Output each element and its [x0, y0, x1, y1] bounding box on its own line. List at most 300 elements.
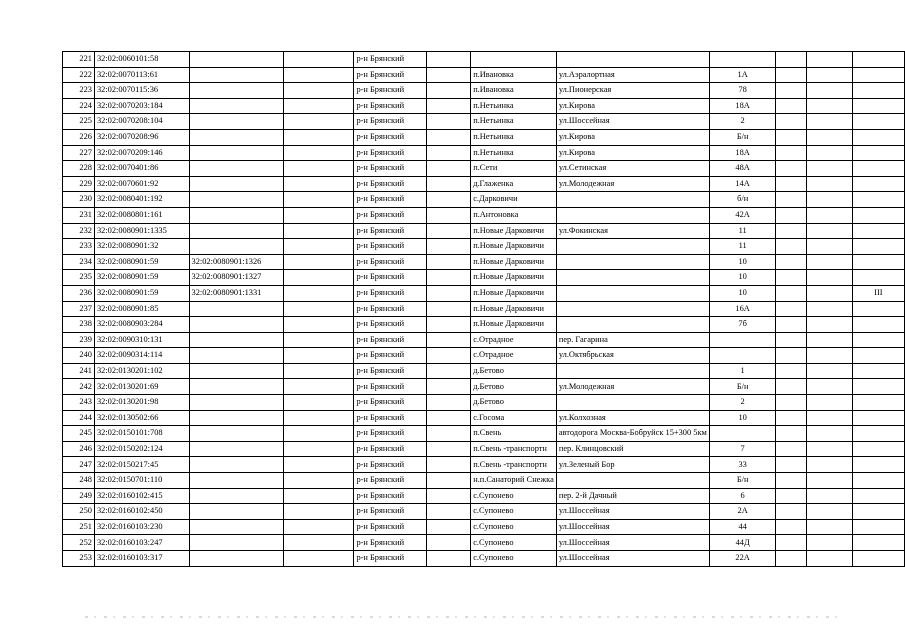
cell-num-text: 253	[79, 553, 92, 563]
cell-street-text: ул.Фокинская	[558, 225, 609, 235]
cell-blank4	[806, 441, 852, 457]
cell-locality-text: п.Ивановка	[473, 85, 514, 95]
cell-cad2	[189, 83, 284, 99]
cell-blank1	[284, 301, 354, 317]
cell-cad2	[189, 535, 284, 551]
cell-district	[354, 395, 427, 411]
cell-blank4	[806, 161, 852, 177]
cell-extra	[852, 98, 904, 114]
cell-cad	[94, 192, 189, 208]
cell-cad	[94, 473, 189, 489]
cell-cad	[94, 114, 189, 130]
cell-num	[63, 161, 95, 177]
cell-cad	[94, 426, 189, 442]
cell-house	[709, 67, 776, 83]
cell-blank3	[776, 67, 806, 83]
cell-locality-text: с.Супонево	[473, 506, 514, 516]
property-register-table	[62, 51, 905, 567]
cell-num	[63, 83, 95, 99]
cell-num-text: 244	[79, 412, 92, 422]
cell-cad-text: 32:02:0160103:317	[96, 553, 163, 563]
cell-house-text: 10	[738, 412, 747, 422]
cell-num-text: 252	[79, 537, 92, 547]
table-row	[63, 379, 905, 395]
cell-num	[63, 129, 95, 145]
cell-blank4	[806, 285, 852, 301]
cell-extra	[852, 83, 904, 99]
cell-blank4	[806, 98, 852, 114]
cell-house-text: 2	[740, 397, 745, 407]
cell-house	[709, 301, 776, 317]
cell-num-text: 251	[79, 521, 92, 531]
cell-num	[63, 176, 95, 192]
cell-num-text: 248	[79, 475, 92, 485]
cell-blank1	[284, 535, 354, 551]
cell-blank1	[284, 83, 354, 99]
table-row	[63, 223, 905, 239]
cell-blank2	[427, 317, 471, 333]
cell-district	[354, 473, 427, 489]
cell-blank2	[427, 114, 471, 130]
cell-blank3	[776, 379, 806, 395]
cell-blank2	[427, 223, 471, 239]
cell-extra	[852, 254, 904, 270]
cell-street	[556, 332, 709, 348]
cell-blank1	[284, 348, 354, 364]
cell-street	[556, 254, 709, 270]
cell-house-text: б/н	[737, 194, 749, 204]
cell-num	[63, 254, 95, 270]
cell-blank2	[427, 473, 471, 489]
cell-locality-text: с.Отрадное	[473, 350, 514, 360]
cell-extra	[852, 488, 904, 504]
cell-blank1	[284, 519, 354, 535]
cell-num	[63, 535, 95, 551]
cell-blank1	[284, 317, 354, 333]
table-row	[63, 348, 905, 364]
cell-district-text: р-н Брянский	[356, 241, 405, 251]
cell-blank1	[284, 426, 354, 442]
cell-blank3	[776, 83, 806, 99]
cell-num	[63, 348, 95, 364]
cell-num-text: 221	[79, 54, 92, 64]
cell-blank3	[776, 473, 806, 489]
cell-blank1	[284, 223, 354, 239]
scan-artifact-line	[85, 616, 845, 618]
cell-house	[709, 363, 776, 379]
cell-cad2	[189, 473, 284, 489]
cell-locality	[471, 426, 557, 442]
cell-num	[63, 395, 95, 411]
cell-cad2	[189, 67, 284, 83]
cell-locality-text: п.Новые Дарковичи	[473, 225, 544, 235]
table-row	[63, 239, 905, 255]
cell-district	[354, 145, 427, 161]
cell-blank4	[806, 83, 852, 99]
cell-locality-text: с.Дарковичи	[473, 194, 518, 204]
cell-blank3	[776, 129, 806, 145]
cell-cad	[94, 410, 189, 426]
cell-blank2	[427, 379, 471, 395]
cell-cad	[94, 317, 189, 333]
cell-num-text: 240	[79, 350, 92, 360]
cell-cad	[94, 519, 189, 535]
table-row	[63, 67, 905, 83]
cell-blank2	[427, 52, 471, 68]
cell-blank1	[284, 192, 354, 208]
cell-blank3	[776, 207, 806, 223]
cell-cad	[94, 176, 189, 192]
cell-house-text: 33	[738, 459, 747, 469]
cell-locality	[471, 441, 557, 457]
cell-cad	[94, 348, 189, 364]
cell-cad	[94, 441, 189, 457]
cell-cad-text: 32:02:0130201:69	[96, 381, 159, 391]
cell-blank1	[284, 129, 354, 145]
cell-district-text: р-н Брянский	[356, 490, 405, 500]
cell-num-text: 238	[79, 319, 92, 329]
cell-blank3	[776, 441, 806, 457]
cell-extra	[852, 551, 904, 567]
cell-blank1	[284, 332, 354, 348]
cell-num-text: 246	[79, 443, 92, 453]
cell-extra	[852, 285, 904, 301]
cell-extra	[852, 114, 904, 130]
cell-house	[709, 332, 776, 348]
cell-district	[354, 457, 427, 473]
cell-extra	[852, 441, 904, 457]
cell-house	[709, 395, 776, 411]
cell-district-text: р-н Брянский	[356, 553, 405, 563]
cell-locality	[471, 332, 557, 348]
cell-street-text: пер. Клинцовский	[558, 443, 624, 453]
cell-district	[354, 488, 427, 504]
cell-locality-text: п.Свень -транспортн	[473, 459, 547, 469]
cell-blank4	[806, 535, 852, 551]
cell-street	[556, 83, 709, 99]
cell-num	[63, 379, 95, 395]
cell-cad	[94, 457, 189, 473]
cell-cad	[94, 83, 189, 99]
cell-cad-text: 32:02:0080901:32	[96, 241, 159, 251]
cell-district	[354, 535, 427, 551]
cell-house-text: 11	[738, 225, 747, 235]
cell-cad2	[189, 239, 284, 255]
cell-num-text: 222	[79, 69, 92, 79]
cell-district	[354, 254, 427, 270]
cell-blank4	[806, 473, 852, 489]
cell-locality-text: п.Антоновка	[473, 210, 519, 220]
cell-house	[709, 254, 776, 270]
cell-locality	[471, 176, 557, 192]
cell-cad2	[189, 52, 284, 68]
cell-house	[709, 114, 776, 130]
cell-blank4	[806, 457, 852, 473]
cell-cad2	[189, 426, 284, 442]
cell-extra	[852, 176, 904, 192]
cell-locality	[471, 145, 557, 161]
table-row	[63, 145, 905, 161]
cell-cad2	[189, 551, 284, 567]
cell-street	[556, 410, 709, 426]
cell-locality-text: п.Новые Дарковичи	[473, 241, 544, 251]
cell-cad2	[189, 395, 284, 411]
cell-extra	[852, 504, 904, 520]
cell-street-text: ул.Шоссейная	[558, 521, 610, 531]
cell-blank4	[806, 67, 852, 83]
cell-cad-text: 32:02:0070401:86	[96, 163, 159, 173]
cell-house	[709, 129, 776, 145]
cell-blank4	[806, 426, 852, 442]
cell-blank4	[806, 129, 852, 145]
cell-street	[556, 114, 709, 130]
cell-cad	[94, 67, 189, 83]
cell-cad	[94, 129, 189, 145]
cell-cad-text: 32:02:0070115:36	[96, 85, 159, 95]
table-row	[63, 98, 905, 114]
cell-extra-text: III	[874, 288, 883, 297]
cell-street-text: ул.Сетинская	[558, 163, 607, 173]
cell-street	[556, 488, 709, 504]
cell-blank3	[776, 457, 806, 473]
cell-blank4	[806, 395, 852, 411]
cell-num-text: 241	[79, 365, 92, 375]
cell-street	[556, 270, 709, 286]
cell-blank1	[284, 551, 354, 567]
cell-cad2	[189, 270, 284, 286]
cell-district-text: р-н Брянский	[356, 100, 405, 110]
cell-num	[63, 114, 95, 130]
cell-district-text: р-н Брянский	[356, 334, 405, 344]
cell-district-text: р-н Брянский	[356, 365, 405, 375]
cell-street-text: ул.Октябрьская	[558, 350, 614, 360]
cell-street	[556, 207, 709, 223]
cell-cad	[94, 223, 189, 239]
cell-district	[354, 317, 427, 333]
cell-num	[63, 504, 95, 520]
cell-blank2	[427, 254, 471, 270]
cell-num	[63, 317, 95, 333]
cell-num-text: 245	[79, 428, 92, 438]
cell-extra	[852, 363, 904, 379]
cell-locality	[471, 457, 557, 473]
cell-cad-text: 32:02:0080901:85	[96, 303, 159, 313]
cell-cad-text: 32:02:0160102:415	[96, 490, 163, 500]
cell-extra	[852, 161, 904, 177]
cell-cad	[94, 98, 189, 114]
cell-cad-text: 32:02:0150217:45	[96, 459, 159, 469]
cell-house	[709, 519, 776, 535]
cell-house-text: 78	[738, 85, 747, 95]
cell-locality-text: с.Супонево	[473, 553, 514, 563]
cell-street-text: ул.Пионерская	[558, 85, 612, 95]
cell-district-text: р-н Брянский	[356, 163, 405, 173]
cell-locality-text: д.Бетово	[473, 365, 504, 375]
cell-num-text: 228	[79, 163, 92, 173]
cell-locality	[471, 129, 557, 145]
cell-house-text: 2А	[737, 506, 748, 516]
cell-blank3	[776, 488, 806, 504]
cell-street-text: ул.Колхозная	[558, 412, 606, 422]
cell-cad-text: 32:02:0070208:104	[96, 116, 163, 126]
table-row	[63, 301, 905, 317]
cell-blank4	[806, 301, 852, 317]
cell-num-text: 247	[79, 459, 92, 469]
cell-cad	[94, 488, 189, 504]
cell-blank2	[427, 145, 471, 161]
cell-locality-text: д.Бетово	[473, 381, 504, 391]
cell-blank2	[427, 192, 471, 208]
cell-num-text: 232	[79, 225, 92, 235]
cell-district-text: р-н Брянский	[356, 350, 405, 360]
cell-street	[556, 285, 709, 301]
cell-house-text: 14А	[735, 178, 750, 188]
cell-cad2	[189, 161, 284, 177]
cell-cad	[94, 52, 189, 68]
cell-street	[556, 192, 709, 208]
cell-cad-text: 32:02:0160102:450	[96, 506, 163, 516]
cell-street	[556, 176, 709, 192]
cell-blank1	[284, 239, 354, 255]
cell-district-text: р-н Брянский	[356, 178, 405, 188]
cell-street	[556, 301, 709, 317]
cell-blank1	[284, 395, 354, 411]
cell-street-text: пер. Гагарина	[558, 334, 608, 344]
cell-blank1	[284, 270, 354, 286]
cell-extra	[852, 52, 904, 68]
cell-cad-text: 32:02:0080401:192	[96, 194, 163, 204]
cell-cad2	[189, 363, 284, 379]
cell-blank4	[806, 239, 852, 255]
cell-district	[354, 161, 427, 177]
cell-locality-text: н.п.Санаторий Снежка	[473, 475, 554, 485]
cell-street-text: ул.Кирова	[558, 147, 595, 157]
cell-blank3	[776, 426, 806, 442]
cell-cad2	[189, 176, 284, 192]
cell-district-text: р-н Брянский	[356, 54, 405, 64]
cell-house	[709, 348, 776, 364]
cell-cad-text: 32:02:0070113:61	[96, 69, 159, 79]
cell-house	[709, 535, 776, 551]
cell-cad-text: 32:02:0080801:161	[96, 210, 163, 220]
cell-num	[63, 441, 95, 457]
cell-blank2	[427, 176, 471, 192]
cell-street-text: ул.Кирова	[558, 132, 595, 142]
cell-num-text: 227	[79, 147, 92, 157]
cell-locality-text: с.Супонево	[473, 537, 514, 547]
cell-district-text: р-н Брянский	[356, 521, 405, 531]
cell-num-text: 249	[79, 490, 92, 500]
cell-blank3	[776, 52, 806, 68]
cell-cad	[94, 285, 189, 301]
cell-blank4	[806, 52, 852, 68]
cell-street	[556, 129, 709, 145]
cell-blank4	[806, 379, 852, 395]
cell-house-text: 18А	[735, 147, 750, 157]
cell-cad2-text: 32:02:0080901:1326	[191, 256, 262, 266]
cell-cad2	[189, 223, 284, 239]
cell-locality-text: д.Бетово	[473, 397, 504, 407]
cell-district-text: р-н Брянский	[356, 319, 405, 329]
cell-cad	[94, 504, 189, 520]
cell-extra	[852, 192, 904, 208]
cell-blank3	[776, 192, 806, 208]
cell-cad-text: 32:02:0160103:230	[96, 521, 163, 531]
cell-district	[354, 207, 427, 223]
cell-district	[354, 239, 427, 255]
cell-district	[354, 98, 427, 114]
cell-house-text: 1	[740, 365, 745, 375]
cell-blank2	[427, 129, 471, 145]
cell-locality	[471, 270, 557, 286]
cell-district-text: р-н Брянский	[356, 69, 405, 79]
cell-locality	[471, 192, 557, 208]
cell-locality-text: д.Глаженка	[473, 178, 514, 188]
cell-locality-text: п.Нетьинка	[473, 132, 514, 142]
cell-street	[556, 145, 709, 161]
cell-locality	[471, 379, 557, 395]
cell-cad	[94, 395, 189, 411]
cell-num-text: 250	[79, 506, 92, 516]
cell-extra	[852, 348, 904, 364]
cell-num-text: 242	[79, 381, 92, 391]
cell-locality	[471, 395, 557, 411]
cell-extra	[852, 426, 904, 442]
cell-district	[354, 348, 427, 364]
table-row	[63, 473, 905, 489]
table-row	[63, 395, 905, 411]
cell-num	[63, 363, 95, 379]
cell-district-text: р-н Брянский	[356, 132, 405, 142]
cell-blank1	[284, 410, 354, 426]
cell-locality	[471, 239, 557, 255]
cell-blank2	[427, 301, 471, 317]
cell-house-text: 44	[738, 521, 747, 531]
table-row	[63, 363, 905, 379]
cell-locality	[471, 98, 557, 114]
cell-blank4	[806, 145, 852, 161]
cell-street	[556, 363, 709, 379]
cell-num-text: 229	[79, 178, 92, 188]
cell-blank3	[776, 223, 806, 239]
cell-street	[556, 98, 709, 114]
cell-house	[709, 551, 776, 567]
cell-district-text: р-н Брянский	[356, 397, 405, 407]
cell-blank3	[776, 98, 806, 114]
cell-blank1	[284, 176, 354, 192]
cell-cad2	[189, 457, 284, 473]
cell-cad	[94, 254, 189, 270]
cell-house-text: 16А	[735, 303, 750, 313]
cell-locality	[471, 348, 557, 364]
cell-street-text: ул.Шоссейная	[558, 537, 610, 547]
cell-num	[63, 519, 95, 535]
cell-cad-text: 32:02:0080901:59	[96, 272, 159, 282]
cell-district-text: р-н Брянский	[356, 272, 405, 282]
cell-blank2	[427, 332, 471, 348]
cell-locality-text: п.Новые Дарковичи	[473, 303, 544, 313]
cell-blank3	[776, 285, 806, 301]
cell-district-text: р-н Брянский	[356, 537, 405, 547]
cell-blank4	[806, 519, 852, 535]
cell-extra	[852, 145, 904, 161]
cell-street	[556, 67, 709, 83]
cell-cad	[94, 161, 189, 177]
cell-blank4	[806, 254, 852, 270]
cell-district	[354, 270, 427, 286]
cell-cad-text: 32:02:0070209:146	[96, 147, 163, 157]
cell-blank1	[284, 285, 354, 301]
